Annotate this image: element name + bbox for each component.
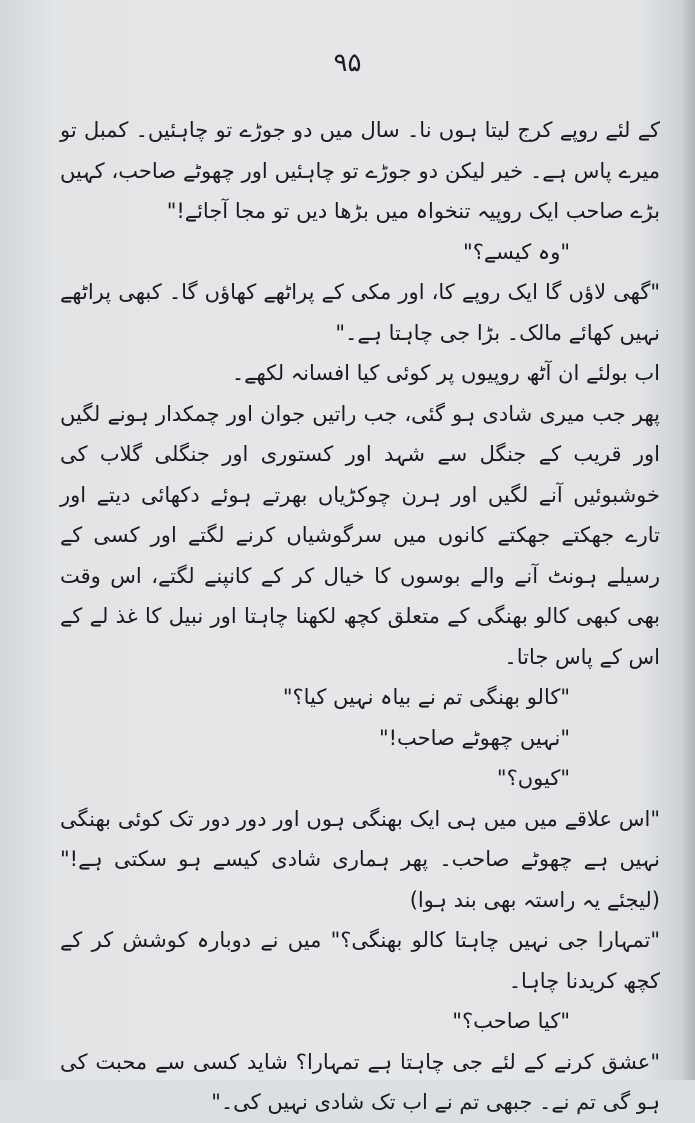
paragraph-11: "کیا صاحب؟"	[452, 1009, 570, 1033]
page-edge-shadow	[681, 0, 695, 1080]
paragraph-3: "گھی لاؤں گا ایک روپے کا، اور مکی کے پراٹھے کھاؤں گا۔ کبھی پراٹھے نہیں کھائے مالک۔ بڑا جی چاہتا ہے۔"	[60, 280, 660, 345]
paragraph-7: "نہیں چھوٹے صاحب!"	[378, 725, 570, 750]
page-number: ۹۵	[333, 48, 362, 78]
paragraph-4: اب بولئے ان آٹھ روپیوں پر کوئی کیا افسانہ لکھے۔	[231, 361, 660, 385]
page-body	[60, 110, 660, 1123]
paragraph-2: "وہ کیسے؟"	[463, 239, 570, 264]
paragraph-8: "کیوں؟"	[496, 766, 570, 790]
paragraph-6: "کالو بھنگی تم نے بیاہ نہیں کیا؟"	[282, 685, 570, 709]
paragraph-12: "عشق کرنے کے لئے جی چاہتا ہے تمہارا؟ شاید کسی سے محبت کی ہو گی تم نے۔ جبھی تم نے اب تک شادی نہیں کی۔"	[60, 1049, 660, 1114]
paragraph-1: کے لئے روپے کرج لیتا ہوں نا۔ سال میں دو جوڑے تو چاہئیں۔ کمبل تو میرے پاس ہے۔ خیر لیکن دو جوڑے تو چاہئیں اور چھوٹے صاحب، کہیں بڑے صاحب ایک روپیہ تنخواہ میں بڑھا دیں تو مجا آجائے!"	[60, 118, 660, 223]
paragraph-9: "اس علاقے میں میں ہی ایک بھنگی ہوں اور دور دور تک کوئی بھنگی نہیں ہے چھوٹے صاحب۔ پھر ہماری شادی کیسے ہو سکتی ہے!" (لیجئے یہ راستہ بھی بند ہوا)	[60, 806, 660, 912]
paragraph-10: "تمہارا جی نہیں چاہتا کالو بھنگی؟" میں نے دوبارہ کوشش کر کے کچھ کریدنا چاہا۔	[60, 928, 660, 993]
paragraph-5: پھر جب میری شادی ہو گئی، جب راتیں جوان اور چمکدار ہونے لگیں اور قریب کے جنگل سے شہد اور کستوری اور جنگلی گلاب کی خوشبوئیں آنے لگیں اور ہرن چوکڑیاں بھرتے ہوئے دکھائی دیتے اور تارے جھکتے جھکتے کانوں میں سرگوشیاں کرنے لگتے اور کسی کے رسیلے ہونٹ آنے والے بوسوں کا خیال کر کے کانپنے لگتے، اس وقت بھی کبھی کالو بھنگی کے متعلق کچھ لکھنا چاہتا اور نبیل کا غذ لے کے اس کے پاس جاتا۔	[60, 401, 660, 669]
